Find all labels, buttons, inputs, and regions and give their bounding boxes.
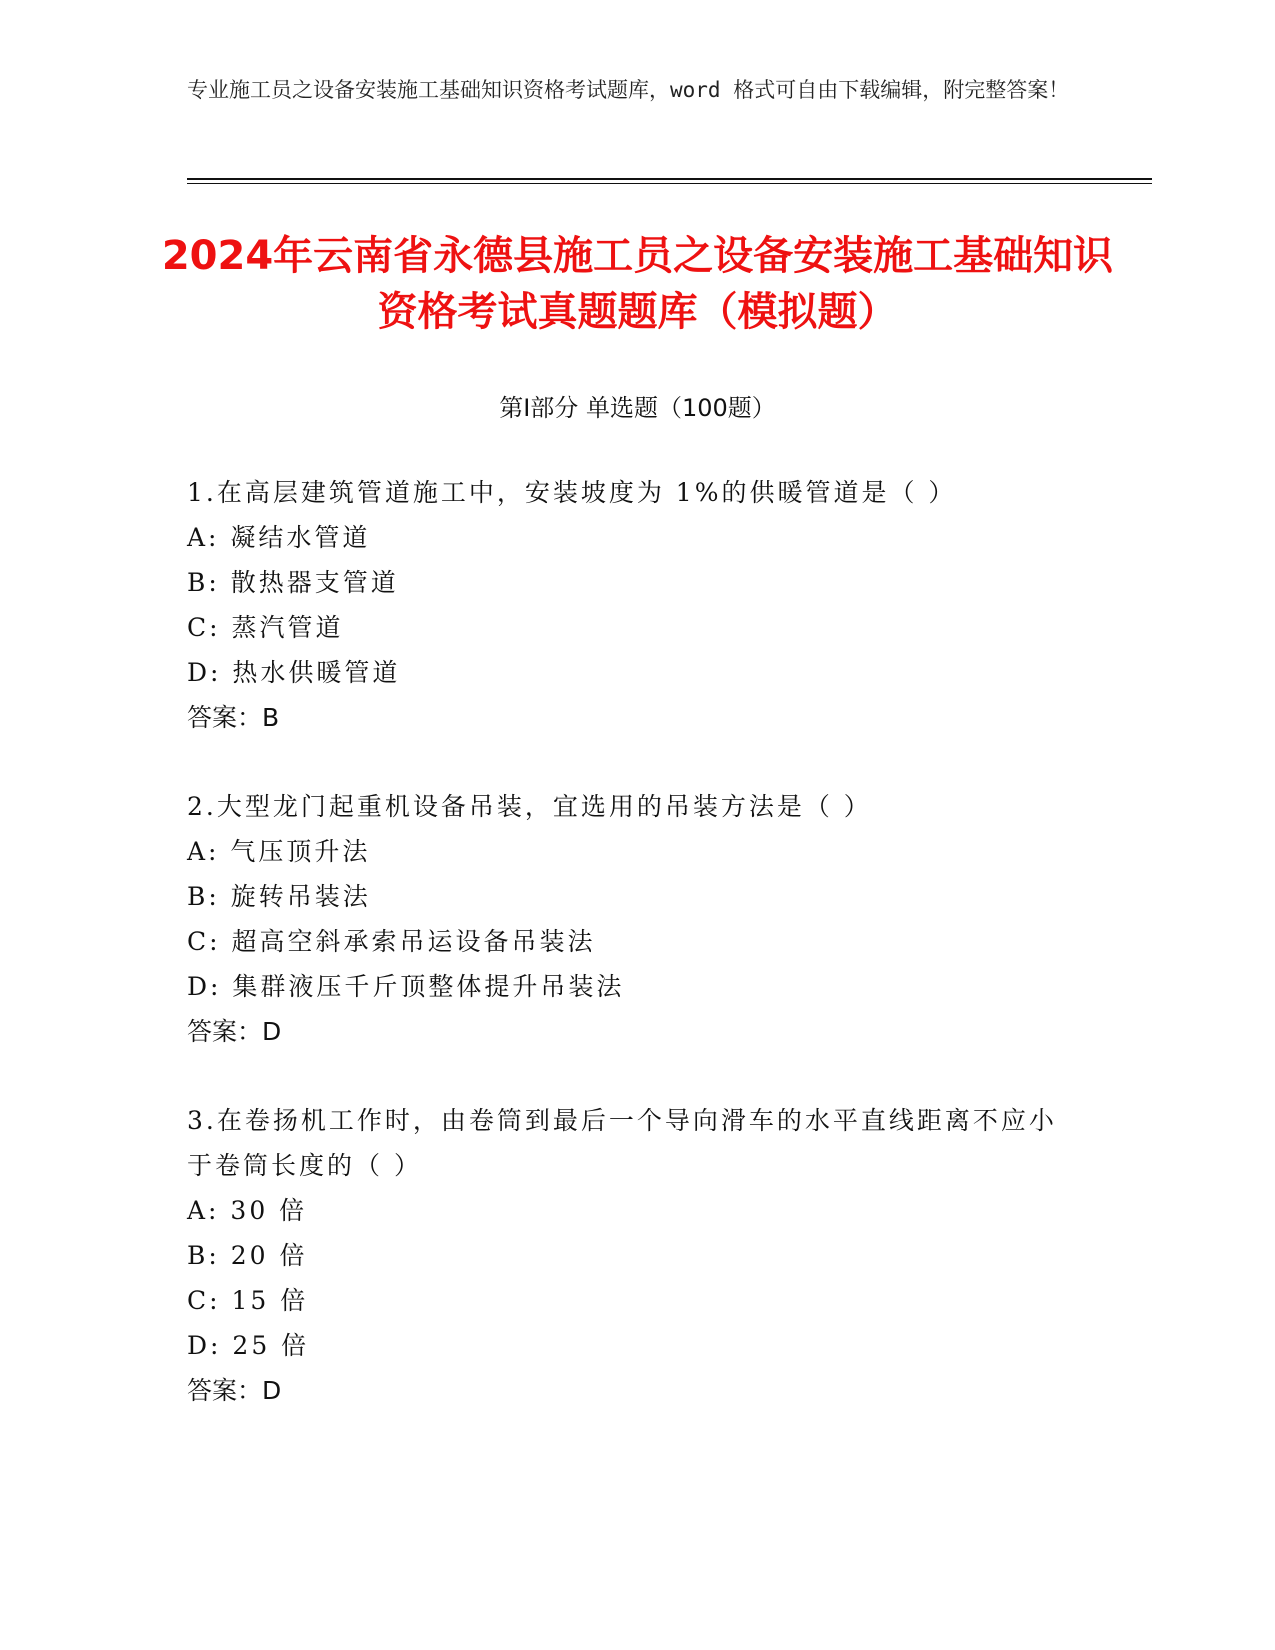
header-rule-thin [187, 183, 1152, 184]
answer-line: 答案：B [187, 703, 280, 732]
header-note: 专业施工员之设备安装施工基础知识资格考试题库，word 格式可自由下载编辑，附完整答案！ [187, 78, 1070, 102]
option-b: B: 散热器支管道 [187, 568, 399, 597]
option-b: B: 旋转吊装法 [187, 882, 371, 911]
question-stem: 3.在卷扬机工作时，由卷筒到最后一个导向滑车的水平直线距离不应小于卷筒长度的（ ） [187, 1106, 1057, 1180]
option-d: D: 热水供暖管道 [187, 658, 401, 687]
answer-line: 答案：D [187, 1376, 282, 1405]
option-a: A: 30 倍 [187, 1196, 308, 1225]
question-1 [187, 470, 1067, 740]
option-c: C: 15 倍 [187, 1286, 309, 1315]
question-list [187, 470, 1067, 1457]
section-heading: 第Ⅰ部分 单选题（100题） [499, 394, 776, 422]
question-stem: 1.在高层建筑管道施工中，安装坡度为 1%的供暖管道是（ ） [187, 478, 957, 507]
document-title: 2024年云南省永德县施工员之设备安装施工基础知识资格考试真题题库（模拟题） [161, 233, 1114, 335]
answer-line: 答案：D [187, 1017, 282, 1046]
question-3 [187, 1098, 1067, 1413]
option-a: A: 凝结水管道 [187, 523, 371, 552]
option-c: C: 蒸汽管道 [187, 613, 344, 642]
question-2 [187, 784, 1067, 1054]
option-c: C: 超高空斜承索吊运设备吊装法 [187, 927, 596, 956]
option-d: D: 集群液压千斤顶整体提升吊装法 [187, 972, 625, 1001]
option-b: B: 20 倍 [187, 1241, 308, 1270]
option-d: D: 25 倍 [187, 1331, 310, 1360]
question-stem: 2.大型龙门起重机设备吊装，宜选用的吊装方法是（ ） [187, 792, 872, 821]
header-rule-thick [187, 178, 1152, 180]
option-a: A: 气压顶升法 [187, 837, 371, 866]
